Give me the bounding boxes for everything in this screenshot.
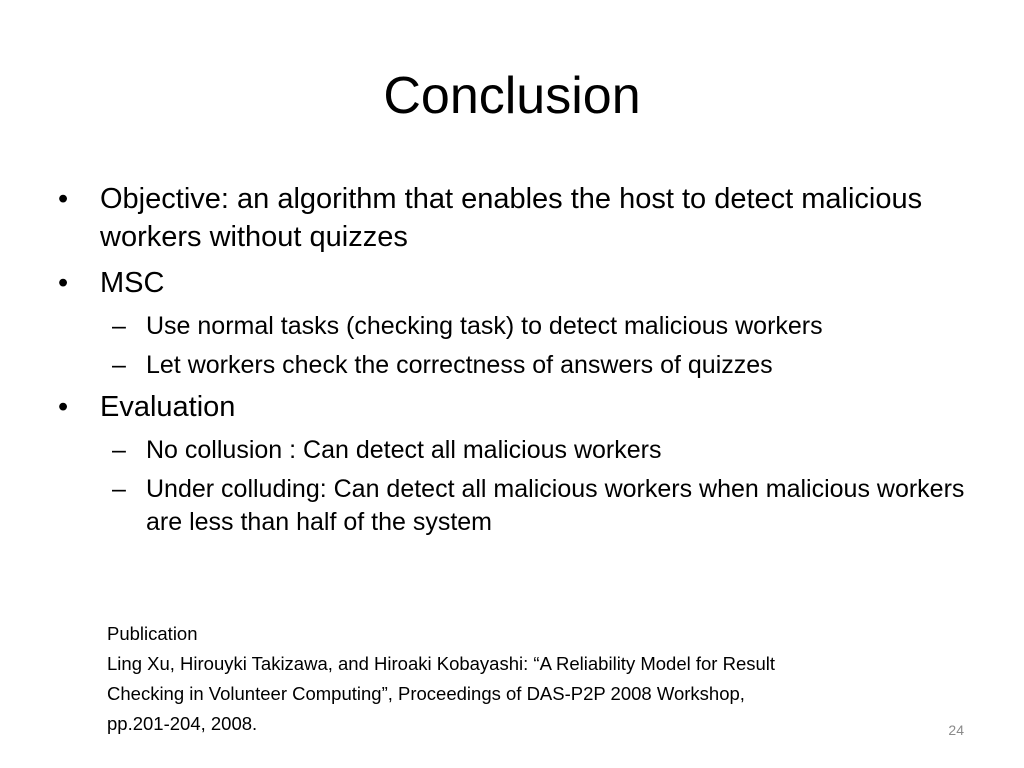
bullet-marker: • bbox=[58, 267, 69, 299]
sub-bullet-text: Under colluding: Can detect all malicious workers when malicious workers are less than half of the system bbox=[146, 475, 965, 536]
bullet-text: Evaluation bbox=[100, 391, 236, 423]
bullet-objective bbox=[56, 180, 976, 256]
slide-title: Conclusion bbox=[383, 67, 641, 125]
sub-bullet-no-collusion bbox=[100, 434, 976, 467]
publication-line: pp.201-204, 2008. bbox=[107, 713, 258, 734]
publication-heading: Publication bbox=[107, 623, 198, 644]
bullet-msc bbox=[56, 264, 976, 302]
sub-bullet-check-correctness bbox=[100, 349, 976, 382]
sub-bullet-marker: – bbox=[112, 436, 126, 464]
bullet-evaluation bbox=[56, 388, 976, 426]
slide-body bbox=[56, 180, 976, 545]
publication-block bbox=[107, 619, 967, 739]
page-number: 24 bbox=[948, 722, 964, 738]
sub-bullet-marker: – bbox=[112, 475, 126, 503]
sub-bullet-under-colluding bbox=[100, 473, 976, 539]
publication-line: Checking in Volunteer Computing”, Proceedings of DAS-P2P 2008 Workshop, bbox=[107, 683, 745, 704]
bullet-text: MSC bbox=[100, 267, 165, 299]
sub-bullet-text: Let workers check the correctness of answers of quizzes bbox=[146, 351, 773, 379]
sub-bullet-normal-tasks bbox=[100, 310, 976, 343]
sub-bullet-marker: – bbox=[112, 312, 126, 340]
publication-line: Ling Xu, Hirouyki Takizawa, and Hiroaki Kobayashi: “A Reliability Model for Result bbox=[107, 653, 776, 674]
sub-bullet-text: No collusion : Can detect all malicious workers bbox=[146, 436, 662, 464]
bullet-marker: • bbox=[58, 183, 69, 215]
sub-bullet-text: Use normal tasks (checking task) to detect malicious workers bbox=[146, 312, 823, 340]
sub-bullet-marker: – bbox=[112, 351, 126, 379]
bullet-text: Objective: an algorithm that enables the host to detect malicious workers without quizzes bbox=[100, 183, 923, 253]
bullet-marker: • bbox=[58, 391, 69, 423]
